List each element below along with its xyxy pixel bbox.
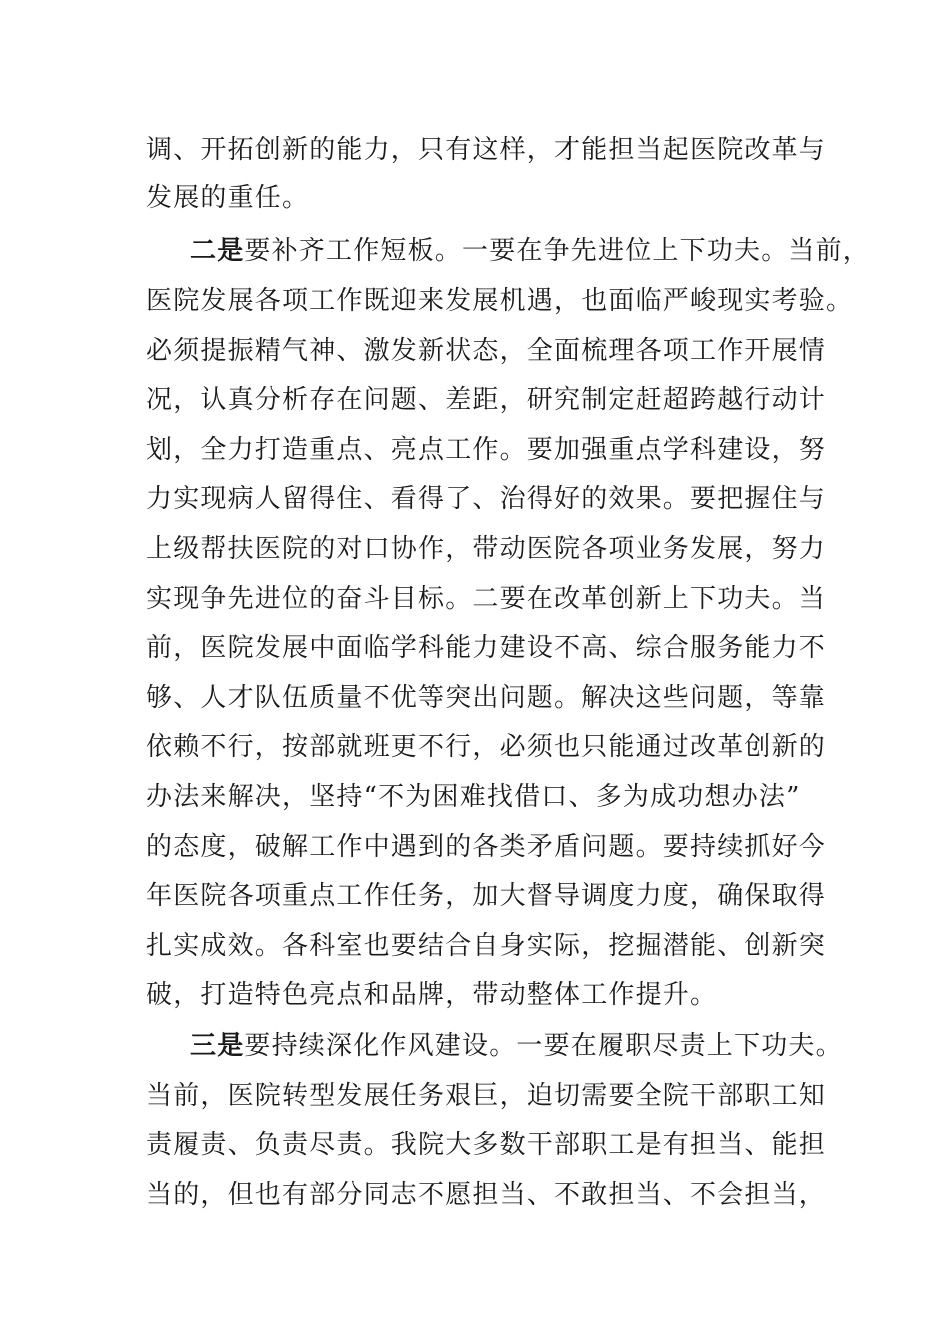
text-line: 依赖不行，按部就班更不行，必须也只能通过改革创新的 bbox=[146, 732, 827, 762]
text-line: 责履责、负责尽责。我院大多数干部职工是有担当、能担 bbox=[146, 1130, 827, 1160]
text-line: 办法来解决，坚持“不为困难找借口、多为成功想办法” bbox=[146, 782, 801, 812]
paragraph-start-3 bbox=[190, 1030, 890, 1062]
text-line: 够、人才队伍质量不优等突出问题。解决这些问题，等靠 bbox=[146, 683, 827, 713]
text-line: 要补齐工作短板。一要在争先进位上下功夫。当前， bbox=[244, 236, 871, 266]
text-line: 要持续深化作风建设。一要在履职尽责上下功夫。 bbox=[244, 1031, 843, 1061]
text-line: 发展的重任。 bbox=[146, 183, 310, 213]
text-line: 当的，但也有部分同志不愿担当、不敢担当、不会担当， bbox=[146, 1180, 827, 1210]
text-line: 力实现病人留得住、看得了、治得好的效果。要把握住与 bbox=[146, 484, 827, 514]
text-line: 医院发展各项工作既迎来发展机遇，也面临严峻现实考验。 bbox=[146, 286, 854, 316]
lead-phrase: 三是 bbox=[190, 1031, 245, 1061]
text-line: 实现争先进位的奋斗目标。二要在改革创新上下功夫。当 bbox=[146, 584, 827, 614]
text-line: 年医院各项重点工作任务，加大督导调度力度，确保取得 bbox=[146, 881, 827, 911]
lead-phrase: 二是 bbox=[190, 236, 245, 266]
text-line: 调、开拓创新的能力，只有这样，才能担当起医院改革与 bbox=[146, 135, 827, 165]
text-line: 当前，医院转型发展任务艰巨，迫切需要全院干部职工知 bbox=[146, 1081, 827, 1111]
text-line: 况，认真分析存在问题、差距，研究制定赶超跨越行动计 bbox=[146, 385, 827, 415]
paragraph-start-2 bbox=[190, 235, 890, 267]
text-line: 必须提振精气神、激发新状态，全面梳理各项工作开展情 bbox=[146, 336, 827, 366]
text-line: 破，打造特色亮点和品牌，带动整体工作提升。 bbox=[146, 980, 718, 1010]
text-line: 扎实成效。各科室也要结合自身实际，挖掘潜能、创新突 bbox=[146, 931, 827, 961]
text-line: 上级帮扶医院的对口协作，带动医院各项业务发展，努力 bbox=[146, 534, 827, 564]
text-line: 的态度，破解工作中遇到的各类矛盾问题。要持续抓好今 bbox=[146, 832, 827, 862]
text-line: 前，医院发展中面临学科能力建设不高、综合服务能力不 bbox=[146, 633, 827, 663]
text-line: 划，全力打造重点、亮点工作。要加强重点学科建设，努 bbox=[146, 435, 827, 465]
